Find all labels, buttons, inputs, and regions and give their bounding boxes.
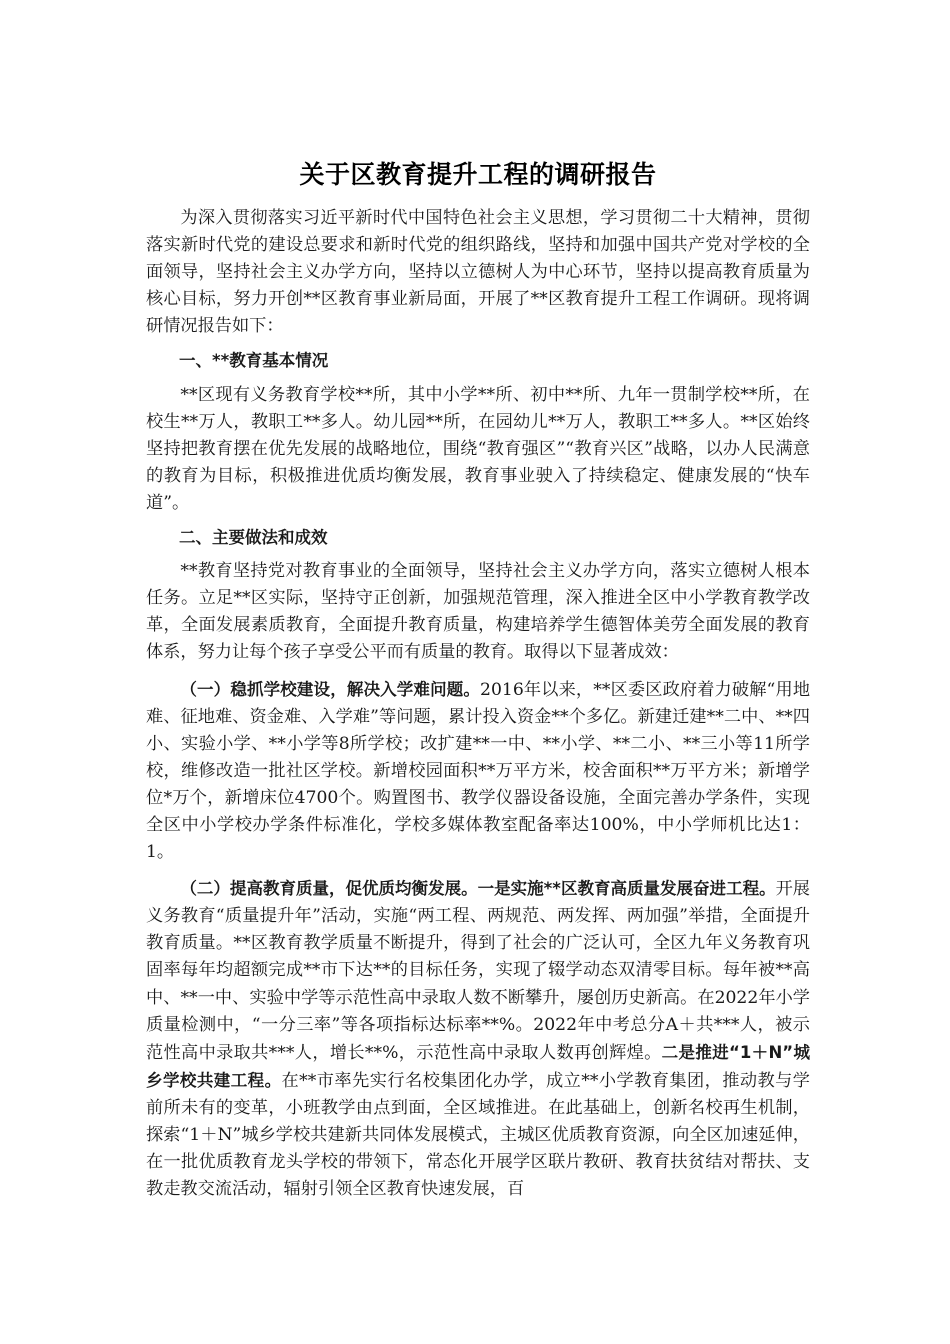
item-education-quality: [146, 875, 810, 1203]
sub-item-text: 在**市率先实行名校集团化办学，成立**小学教育集团，推动教与学前所未有的变革，小班教学由点到面，全区域推进。在此基础上，创新名校再生机制，探索“1＋N”城乡学校共建新共同体发展模式，主城区优质教育资源，向全区加速延伸，在一批优质教育龙头学校的带领下，常态化开展学区联片教研、教育扶贫结对帮扶、支教走教交流活动，辐射引领全区教育快速发展，百: [146, 1070, 810, 1200]
section-paragraph-basic: **区现有义务教育学校**所，其中小学**所、初中**所、九年一贯制学校**所，在校生**万人，教职工**多人。幼儿园**所，在园幼儿**万人，教职工**多人。**区始终坚持把教育摆在优先发展的战略地位，围绕“教育强区”“教育兴区”战略，以办人民满意的教育为目标，积极推进优质均衡发展，教育事业驶入了持续稳定、健康发展的“快车道”。: [146, 384, 810, 513]
sub-item-lead: 一是实施**区教育高质量发展奋进工程。: [477, 879, 776, 899]
item-school-construction: [146, 676, 810, 867]
section-heading-basic: 一、**教育基本情况: [179, 351, 329, 371]
section-paragraph-measures: **教育坚持党对教育事业的全面领导，坚持社会主义办学方向，落实立德树人根本任务。立足**区实际，坚持守正创新，加强规范管理，深入推进全区中小学教育教学改革，全面发展素质教育，全面提升教育质量，构建培养学生德智体美劳全面发展的教育体系，努力让每个孩子享受公平而有质量的教育。取得以下显著成效：: [146, 561, 810, 663]
intro-paragraph: 为深入贯彻落实习近平新时代中国特色社会主义思想，学习贯彻二十大精神，贯彻落实新时代党的建设总要求和新时代党的组织路线，坚持和加强中国共产党对学校的全面领导，坚持社会主义办学方向，坚持以立德树人为中心环节，坚持以提高教育质量为核心目标，努力开创**区教育事业新局面，开展了**区教育提升工程工作调研。现将调研情况报告如下：: [146, 208, 810, 337]
sub-item-text: 开展义务教育“质量提升年”活动，实施“两工程、两规范、两发挥、两加强”举措，全面提升教育质量。**区教育教学质量不断提升，得到了社会的广泛认可，全区九年义务教育巩固率每年均超额完成**市下达**的目标任务，实现了辍学动态双清零目标。每年被**高中、**一中、实验中学等示范性高中录取人数不断攀升，屡创历史新高。在2022年小学质量检测中，“一分三率”等各项指标达标率**%。2022年中考总分A＋共***人，被示范性高中录取共***人，增长**%，示范性高中录取人数再创辉煌。: [146, 879, 810, 1063]
document-title: 关于区教育提升工程的调研报告: [299, 160, 657, 189]
item-text: 2016年以来，**区委区政府着力破解“用地难、征地难、资金难、入学难”等问题，累计投入资金**个多亿。新建迁建**二中、**四小、实验小学、**小学等8所学校；改扩建**一中、**小学、**二小、**三小等11所学校，维修改造一批社区学校。新增校园面积**万平方米，校舍面积**万平方米；新增学位*万个，新增床位4700个。购置图书、教学仪器设备设施，全面完善办学条件，实现全区中小学校办学条件标准化，学校多媒体教室配备率达100%，中小学师机比达1：1。: [146, 679, 811, 863]
sub-item-lead: 二是推进“1＋N”城乡学校共建工程。: [146, 1042, 810, 1090]
item-lead: （二）提高教育质量，促优质均衡发展。: [180, 879, 478, 899]
document-body: [146, 205, 810, 1203]
item-lead: （一）稳抓学校建设，解决入学难问题。: [180, 679, 481, 699]
section-heading-measures: 二、主要做法和成效: [179, 528, 328, 548]
